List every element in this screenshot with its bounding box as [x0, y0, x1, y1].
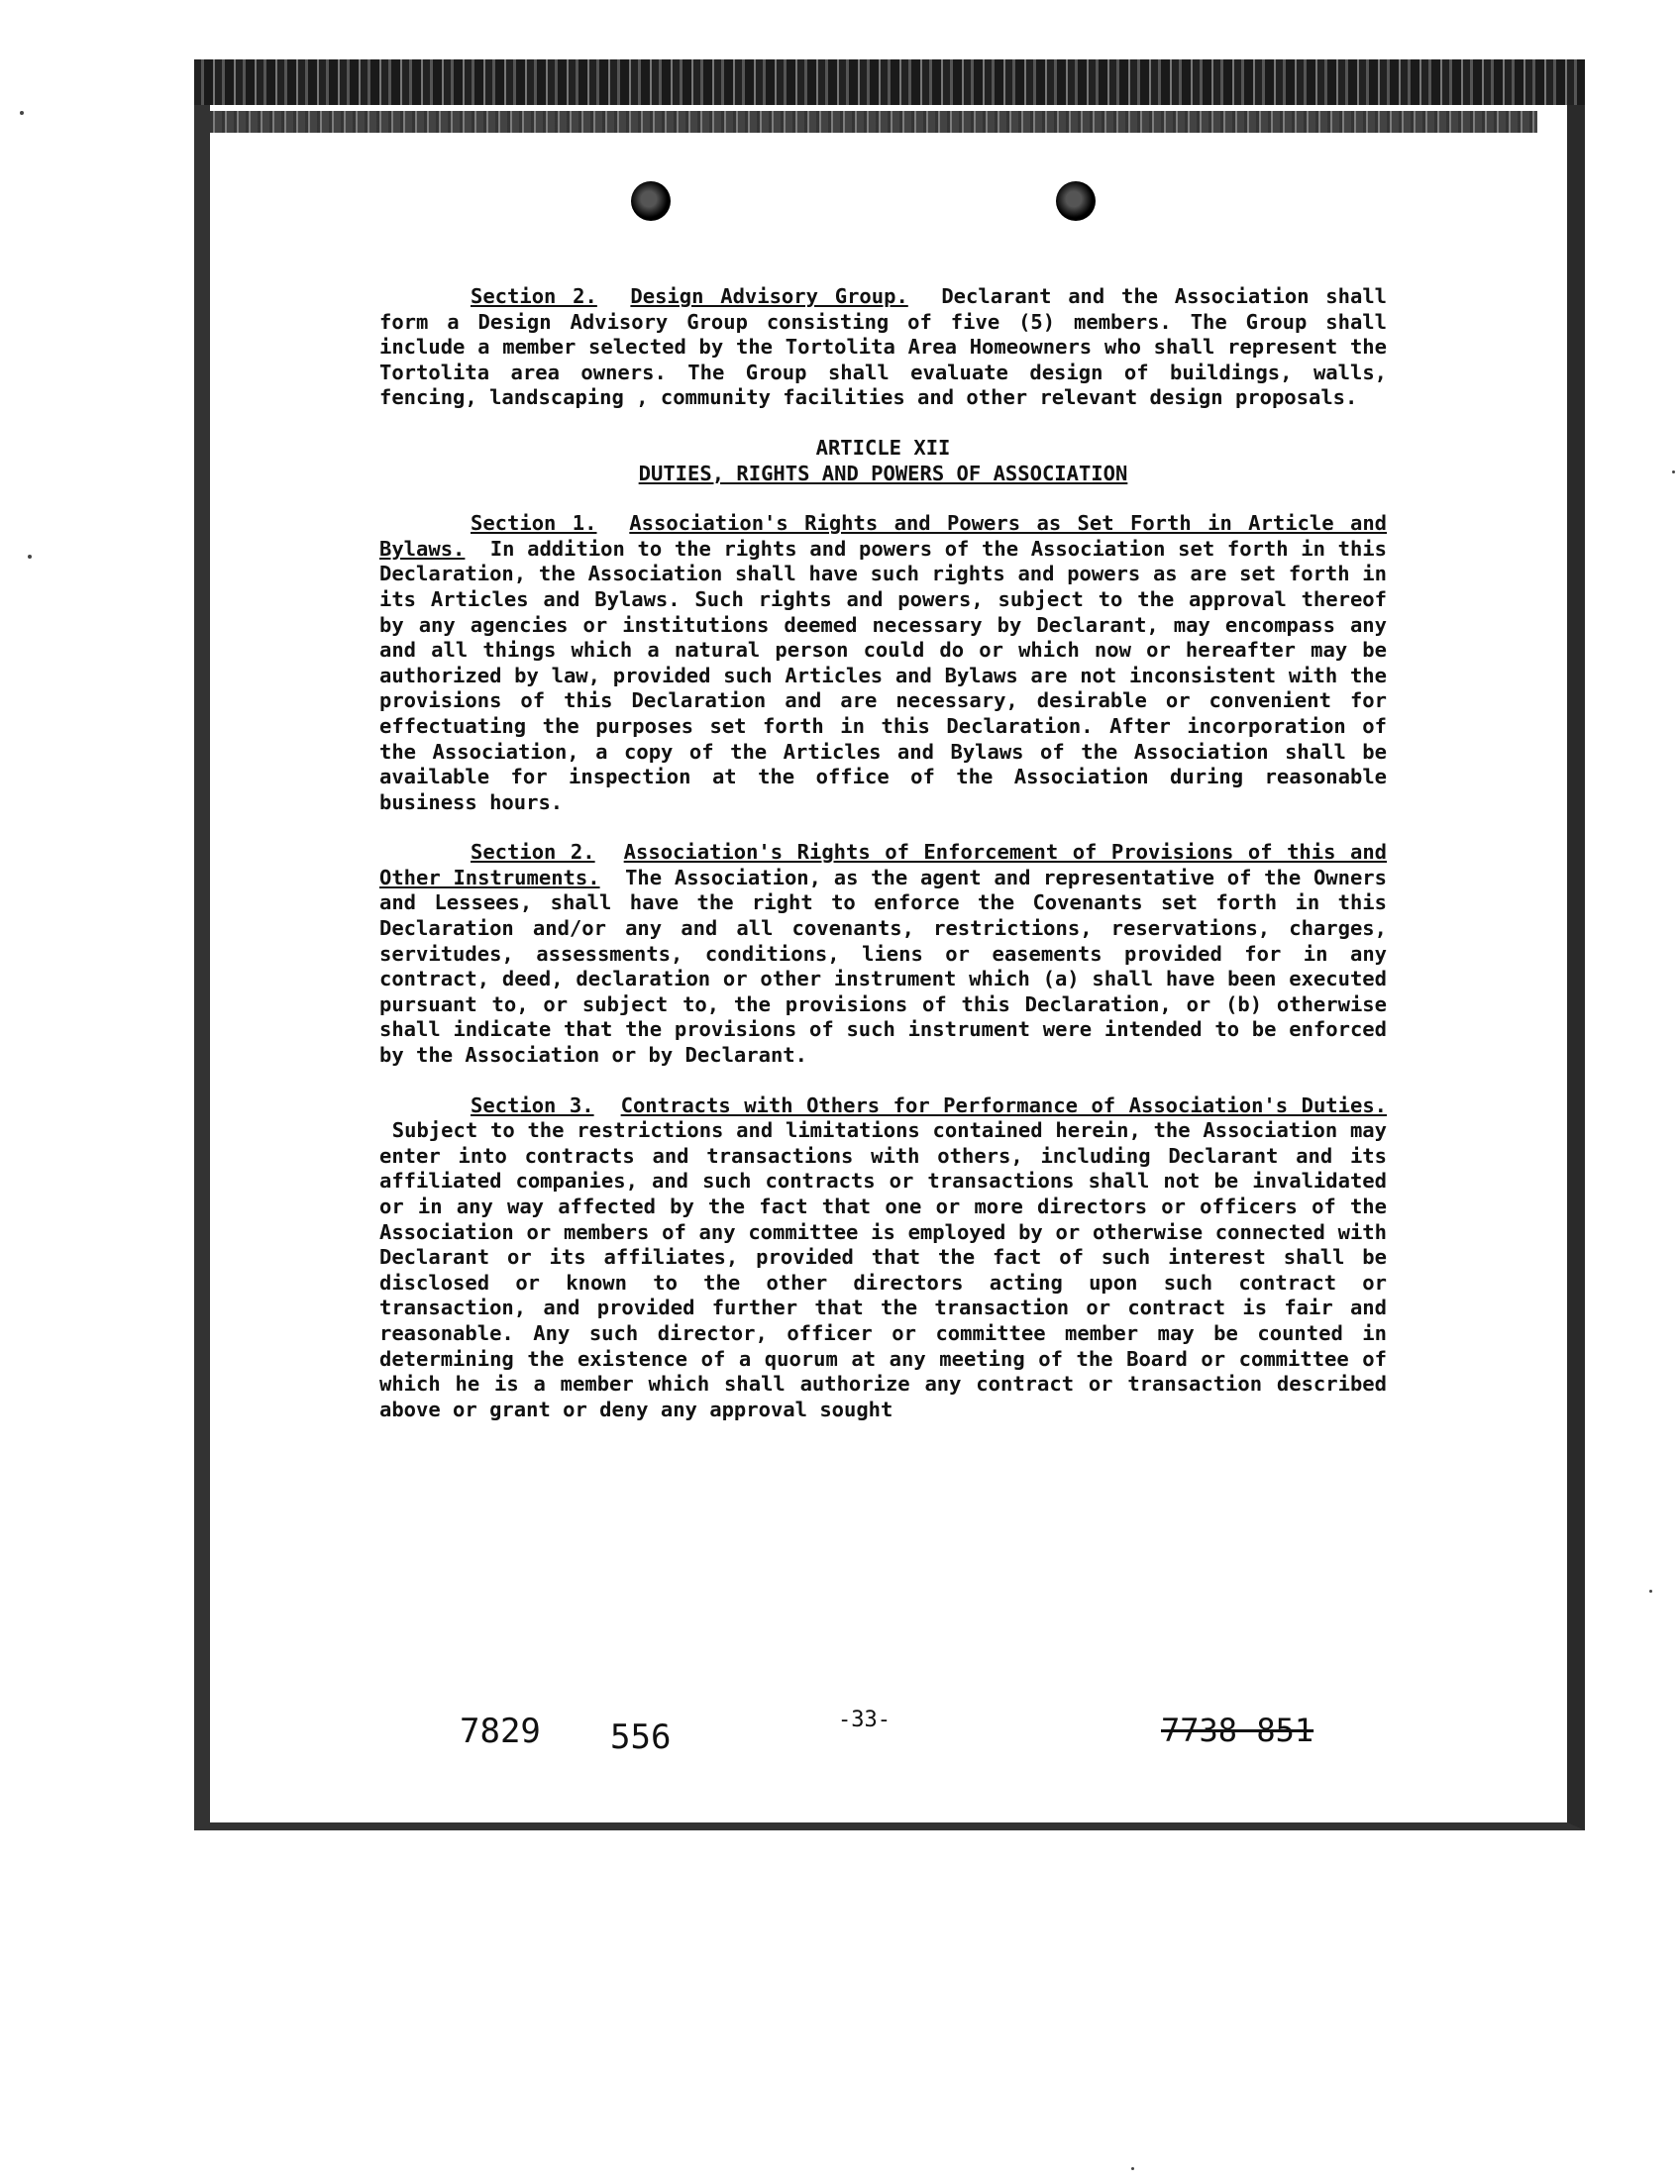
section-heading-title: Design Advisory Group.	[630, 284, 908, 308]
section-heading-number: Section 2.	[471, 840, 595, 865]
article-number: ARTICLE XII	[815, 435, 951, 460]
page-number: -33-	[838, 1708, 891, 1732]
section-heading-number: Section 2.	[471, 284, 597, 308]
docket-number: 7829	[460, 1712, 541, 1751]
section-heading-title: Association's Rights and Powers as Set Forth in Article and Bylaws.	[379, 511, 1388, 561]
section-heading-number: Section 1.	[471, 511, 597, 536]
scan-top-inner-edge	[210, 111, 1537, 133]
section-3-contracts	[379, 1093, 1387, 1423]
section-heading-title: Contracts with Others for Performance of Association's Duties.	[620, 1092, 1388, 1117]
section-2-design-advisory	[379, 284, 1387, 411]
struck-stamp: 7738 851	[1161, 1712, 1314, 1749]
scan-top-edge	[194, 59, 1585, 105]
section-2-enforcement	[379, 840, 1387, 1068]
punch-hole-right	[1056, 181, 1096, 221]
section-body: Declarant and the Association shall form a Design Advisory Group consisting of five (5) members. The Group shall include a member selected by the Tortolita Area Homeowners who shall represent the Tortolita area owners. The Group shall evaluate design of buildings, walls, fencing, landscaping , community facilities and other relevant design proposals.	[379, 284, 1388, 410]
section-1-rights-powers	[379, 511, 1387, 815]
section-body: In addition to the rights and powers of the Association set forth in this Declaration, the Association shall have such rights and powers as are set forth in its Articles and Bylaws. Such rights and powers, subject to the approval thereof by any agencies or institutions deemed necessary by Declarant, may encompass any and all things which a natural person could do or which now or hereafter may be authorized by law, provided such Articles and Bylaws are not inconsistent with the provisions of this Declaration and are necessary, desirable or convenient for effectuating the purposes set forth in this Declaration. After incorporation of the Association, a copy of the Articles and Bylaws of the Association shall be available for inspection at the office of the Association during reasonable business hours.	[379, 536, 1387, 814]
scan-speck	[28, 555, 32, 559]
section-heading-title: Association's Rights of Enforcement of Provisions of this and Other Instruments.	[379, 840, 1388, 889]
scan-speck	[1649, 1590, 1652, 1593]
punch-hole-left	[631, 181, 671, 221]
document-body	[379, 284, 1387, 1447]
page-stamp: 556	[610, 1717, 672, 1757]
section-body: Subject to the restrictions and limitations contained herein, the Association may enter into contracts and transactions with others, including Declarant and its affiliated companies, and such contracts or transactions shall not be invalidated or in any way affected by the fact that one or more directors or officers of the Association or members of any committee is employed by or otherwise connected with Declarant or its affiliates, provided that the fact of such interest shall be disclosed or known to the other directors acting upon such contract or transaction, and provided further that the transaction or contract is fair and reasonable. Any such director, officer or committee member may be counted in determining the existence of a quorum at any meeting of the Board or committee of which he is a member which shall authorize any contract or transaction described above or grant or deny any approval sought	[379, 1118, 1387, 1421]
scan-speck	[20, 111, 24, 115]
article-title: DUTIES, RIGHTS AND POWERS OF ASSOCIATION	[638, 461, 1128, 485]
section-body: The Association, as the agent and representative of the Owners and Lessees, shall have the right to enforce the Covenants set forth in this Declaration and/or any and all covenants, restrictions, reservations, charges, servitudes, assessments, conditions, liens or easements provided for in any contract, deed, declaration or other instrument which (a) shall have been executed pursuant to, or subject to, the provisions of this Declaration, or (b) otherwise shall indicate that the provisions of such instrument were intended to be enforced by the Association or by Declarant.	[379, 865, 1387, 1068]
section-heading-number: Section 3.	[471, 1092, 594, 1117]
scan-speck	[1131, 2167, 1134, 2170]
scan-speck	[1672, 470, 1675, 473]
article-heading	[379, 436, 1387, 486]
